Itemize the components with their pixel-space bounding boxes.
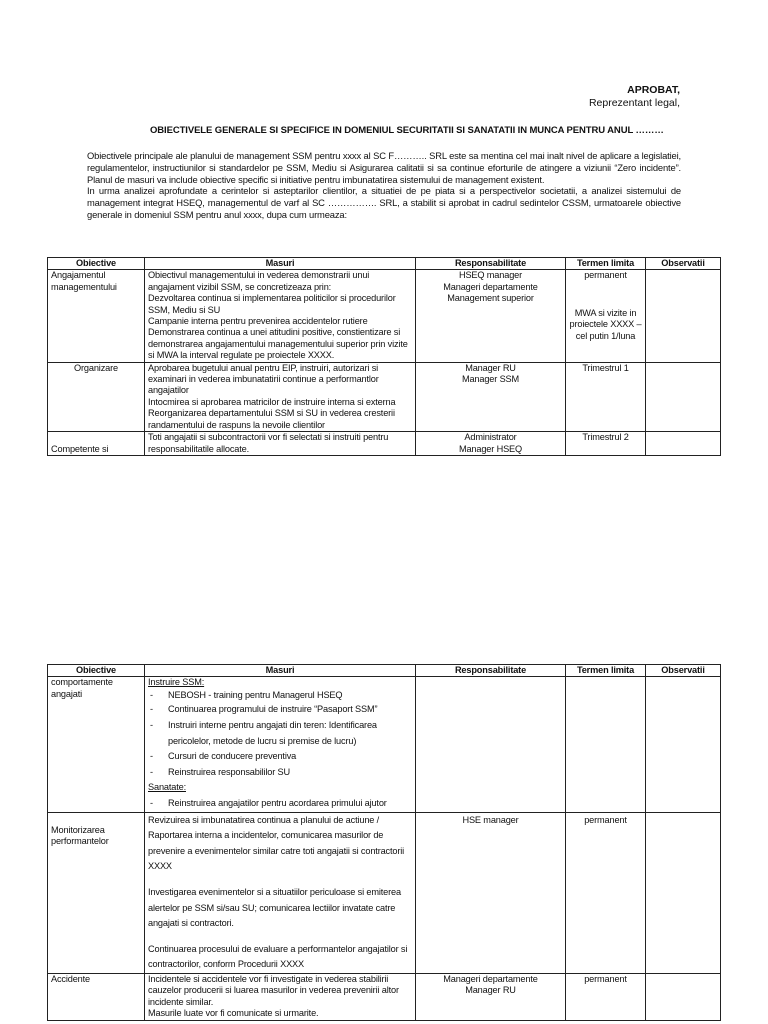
responsibility-cell: HSE manager: [416, 812, 566, 973]
observations-cell: [646, 270, 721, 362]
measure-text: Intocmirea si aprobarea matricilor de instruire interna si externa: [148, 396, 396, 407]
measures-cell: Toti angajatii si subcontractorii vor fi selectati si instruiti pentru responsabilitatile allocate.: [145, 432, 416, 456]
measures-cell: [145, 812, 416, 973]
objective-cell: Angajamentul managementului: [48, 270, 145, 362]
observations-cell: [646, 677, 721, 812]
deadline-cell: [566, 270, 646, 362]
column-header-measures: Masuri: [145, 258, 416, 270]
measures-cell: [145, 270, 416, 362]
objective-cell: Accidente: [48, 973, 145, 1020]
column-header-measures: Masuri: [145, 665, 416, 677]
responsible-text: Administrator: [464, 432, 517, 443]
column-header-deadline: Termen limita: [566, 665, 646, 677]
measure-text: Campanie interna pentru prevenirea accidentelor rutiere: [148, 316, 368, 327]
observations-cell: [646, 432, 721, 456]
objectives-table-1: [47, 257, 721, 456]
measures-cell: [145, 973, 416, 1020]
intro-paragraph-2: In urma analizei aprofundate a cerintelor si asteptarilor clientilor, a situatiei de pe piata si a perspectivelor societatii, a analizei sistemului de management integrat HSEQ, managementul de varf al SC ……………. SRL, a stabilit si aprobat in cadrul sedintelor CSSM, urmatoarele obiective generale in domeniul SSM pentru anul xxxx, dupa cum urmeaza:: [87, 185, 681, 220]
column-header-observations: Observatii: [646, 665, 721, 677]
measure-heading: Sanatate:: [148, 782, 186, 793]
table-row: [48, 677, 721, 812]
objective-cell: Competente si: [48, 432, 145, 456]
responsible-text: Manageri departamente: [443, 281, 538, 292]
measure-text: Obiectivul managementului in vederea demonstrarii unui angajament vizibil SSM, se concretizeaza prin:: [148, 270, 370, 292]
deadline-cell: permanent: [566, 812, 646, 973]
objective-cell: comportamente angajati: [48, 677, 145, 812]
approved-label: APROBAT,: [627, 84, 680, 96]
measures-cell: [145, 677, 416, 812]
intro-text: [87, 150, 681, 221]
document-title: OBIECTIVELE GENERALE SI SPECIFICE IN DOMENIUL SECURITATII SI SANATATII IN MUNCA PENTRU ANUL ………: [150, 125, 664, 136]
table-header-row: [48, 665, 721, 677]
deadline-cell: [566, 677, 646, 812]
measure-bullet: - Reinstruirea angajatilor pentru acordarea primului ajutor: [148, 796, 412, 812]
responsible-text: Management superior: [447, 293, 534, 304]
objective-cell: Monitorizarea performantelor: [48, 812, 145, 973]
table-row: [48, 270, 721, 362]
deadline-cell: permanent: [566, 973, 646, 1020]
deadline-text: MWA si vizite in proiectele XXXX – cel putin 1/luna: [569, 307, 642, 341]
column-header-objectives: Obiective: [48, 258, 145, 270]
column-header-deadline: Termen limita: [566, 258, 646, 270]
measure-text: Revizuirea si imbunatatirea continua a planului de actiune / Raportarea interna a incidentelor, comunicarea masurilor de prevenire a evenimentelor similar catre toti angajatii si contractorii XXXX: [148, 814, 405, 872]
objectives-table-2: [47, 664, 721, 1021]
objective-cell: Organizare: [48, 362, 145, 431]
table-row: [48, 362, 721, 431]
measure-text: Investigarea evenimentelor si a situatiilor periculoase si emiterea alertelor pe SSM si/sau SU; comunicarea lectiilor invatate catre angajati si contractori.: [148, 886, 401, 929]
column-header-responsibility: Responsabilitate: [416, 665, 566, 677]
responsibility-cell: [416, 362, 566, 431]
observations-cell: [646, 812, 721, 973]
table-row: [48, 973, 721, 1020]
column-header-responsibility: Responsabilitate: [416, 258, 566, 270]
measure-text: Masurile luate vor fi comunicate si urmarite.: [148, 1008, 319, 1019]
measure-bullet: - NEBOSH - training pentru Managerul HSEQ: [148, 688, 412, 702]
spacer: [148, 875, 412, 885]
measure-heading: Instruire SSM:: [148, 677, 205, 688]
responsible-text: HSEQ manager: [458, 270, 523, 281]
measure-text: Aprobarea bugetului anual pentru EIP, instruiri, autorizari si examinari in vederea imbunatatirii continue a performantlor angajatilor: [148, 362, 379, 396]
measure-bullet: - Instruiri interne pentru angajati din teren: Identificarea pericolelor, metode de lucru si premise de lucru): [148, 718, 412, 749]
responsible-text: Manager HSEQ: [458, 443, 523, 454]
deadline-cell: Trimestrul 2: [566, 432, 646, 456]
responsibility-cell: [416, 270, 566, 362]
column-header-objectives: Obiective: [48, 665, 145, 677]
responsible-text: Manager SSM: [461, 374, 520, 385]
observations-cell: [646, 362, 721, 431]
table-header-row: [48, 258, 721, 270]
responsible-text: Manager RU: [465, 985, 516, 996]
measure-text: Demonstrarea continua a unei atitudini positive, constientizare si demonstrarea angajamentului managementului superior prin vizite si MWA la interval regulate pe proiectele XXXX.: [148, 327, 408, 361]
intro-paragraph-1: Obiectivele principale ale planului de management SSM pentru xxxx al SC F……….. SRL este sa mentina cel mai inalt nivel de aplicare a legislatiei, regulamentelor, instructiunilor si standardelor pe SSM, Mediu si Asigurarea calitatii si sa continue eforturile de atingere a viziunii “Zero incidente”. Planul de masuri va include obiective specific si initiative pentru imbunatatirea sistemului de management existent.: [87, 150, 681, 185]
responsibility-cell: [416, 432, 566, 456]
legal-representative-label: Reprezentant legal,: [588, 97, 680, 109]
responsibility-cell: [416, 973, 566, 1020]
responsible-text: Manageri departamente: [443, 973, 538, 984]
responsible-text: Manager RU: [465, 362, 516, 373]
measure-text: Incidentele si accidentele vor fi investigate in vederea stabilirii cauzelor producerii si luarea masurilor in vederea prevenirii altor incidente similar.: [148, 973, 399, 1007]
deadline-cell: Trimestrul 1: [566, 362, 646, 431]
measure-text: Continuarea procesului de evaluare a performantelor angajatilor si contractorilor, conform Procedurii XXXX: [148, 943, 408, 970]
measure-bullet: - Continuarea programului de instruire “Pasaport SSM”: [148, 702, 412, 718]
deadline-text: permanent: [584, 270, 627, 281]
spacer: [148, 932, 412, 942]
column-header-observations: Observatii: [646, 258, 721, 270]
table-row: [48, 812, 721, 973]
responsibility-cell: [416, 677, 566, 812]
observations-cell: [646, 973, 721, 1020]
table-row: [48, 432, 721, 456]
measure-text: Dezvoltarea continua si implementarea politicilor si procedurilor SSM, Mediu si SU: [148, 293, 396, 315]
measure-text: Reorganizarea departamentului SSM si SU in vederea cresterii randamentului de raspuns la nevoile clientilor: [148, 408, 395, 430]
measure-bullet: - Cursuri de conducere preventiva: [148, 749, 412, 765]
measure-bullet: - Reinstruirea responsabililor SU: [148, 765, 412, 781]
approval-block: [589, 84, 680, 110]
measures-cell: [145, 362, 416, 431]
